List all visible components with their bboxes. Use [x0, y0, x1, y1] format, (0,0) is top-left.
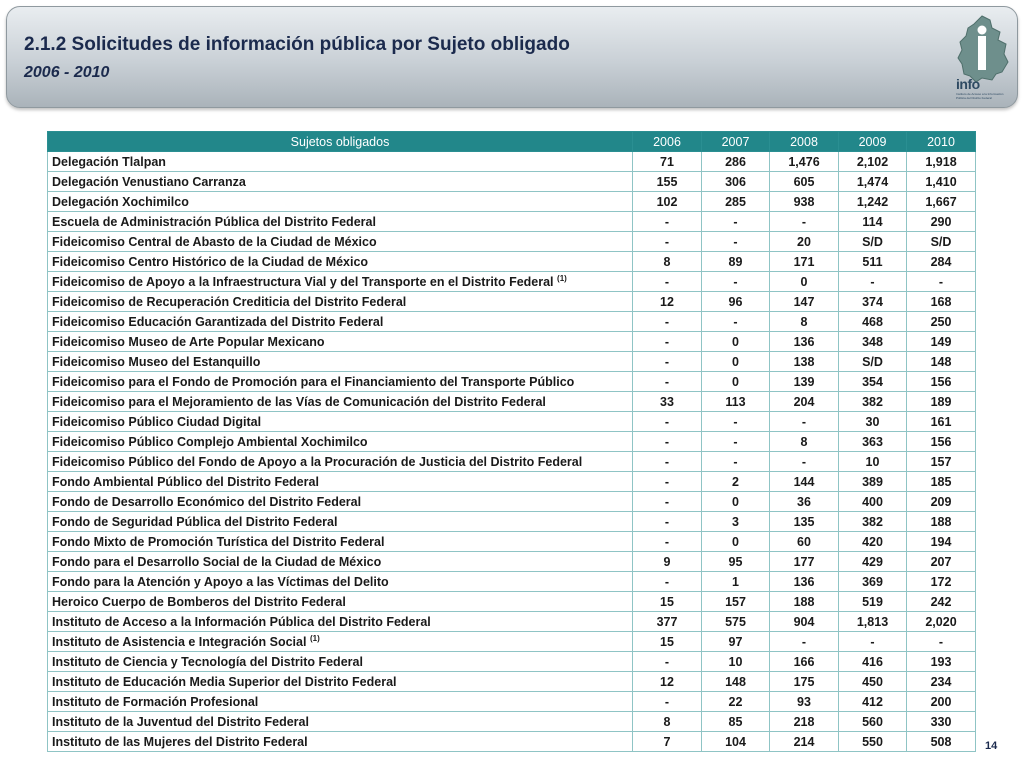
year-value-cell: -	[633, 572, 702, 592]
year-value-cell: 285	[702, 192, 770, 212]
year-value-cell: 10	[839, 452, 907, 472]
year-value-cell: 348	[839, 332, 907, 352]
table-row	[48, 392, 976, 412]
year-value-cell: -	[633, 332, 702, 352]
table-row	[48, 652, 976, 672]
year-value-cell: 412	[839, 692, 907, 712]
year-value-cell: -	[633, 352, 702, 372]
year-value-cell: 136	[770, 572, 839, 592]
year-value-cell: 0	[702, 352, 770, 372]
year-value-cell: 8	[633, 712, 702, 732]
year-value-cell: 284	[907, 252, 976, 272]
subject-name-cell	[48, 632, 633, 652]
table-row	[48, 632, 976, 652]
subject-name: Heroico Cuerpo de Bomberos del Distrito Federal	[52, 594, 346, 609]
year-value-cell: -	[702, 432, 770, 452]
footnote-marker: (1)	[557, 273, 567, 283]
year-value-cell: 9	[633, 552, 702, 572]
year-value-cell: 175	[770, 672, 839, 692]
subject-name-cell	[48, 732, 633, 752]
year-value-cell: -	[839, 272, 907, 292]
year-value-cell: -	[702, 452, 770, 472]
table-row	[48, 252, 976, 272]
header-band	[6, 6, 1018, 108]
year-value-cell: S/D	[839, 352, 907, 372]
year-value-cell: -	[633, 692, 702, 712]
year-value-cell: 36	[770, 492, 839, 512]
subject-name-cell	[48, 212, 633, 232]
year-value-cell: 429	[839, 552, 907, 572]
subject-name: Fideicomiso de Recuperación Crediticia del Distrito Federal	[52, 294, 407, 309]
table-row	[48, 532, 976, 552]
subject-name: Fideicomiso Centro Histórico de la Ciudad de México	[52, 254, 369, 269]
year-value-cell: 420	[839, 532, 907, 552]
subject-name: Fideicomiso para el Fondo de Promoción para el Financiamiento del Transporte Público	[52, 374, 575, 389]
table-row	[48, 572, 976, 592]
year-value-cell: 15	[633, 632, 702, 652]
year-value-cell: 30	[839, 412, 907, 432]
subject-name: Fondo para el Desarrollo Social de la Ciudad de México	[52, 554, 382, 569]
year-value-cell: 1,242	[839, 192, 907, 212]
year-value-cell: -	[702, 272, 770, 292]
column-header-2006: 2006	[633, 132, 702, 152]
table-row	[48, 552, 976, 572]
year-value-cell: 560	[839, 712, 907, 732]
year-value-cell: 8	[633, 252, 702, 272]
subject-name-cell	[48, 692, 633, 712]
year-value-cell: 89	[702, 252, 770, 272]
logo-text: info	[956, 76, 980, 92]
subject-name-cell	[48, 592, 633, 612]
year-value-cell: 550	[839, 732, 907, 752]
page-number: 14	[985, 740, 998, 752]
column-header-2008: 2008	[770, 132, 839, 152]
year-value-cell: 468	[839, 312, 907, 332]
year-value-cell: 148	[702, 672, 770, 692]
subject-name-cell	[48, 152, 633, 172]
year-value-cell: 135	[770, 512, 839, 532]
year-value-cell: 400	[839, 492, 907, 512]
table-row	[48, 432, 976, 452]
year-value-cell: 139	[770, 372, 839, 392]
table-row	[48, 512, 976, 532]
subject-name-cell	[48, 232, 633, 252]
year-value-cell: 1,474	[839, 172, 907, 192]
year-value-cell: 354	[839, 372, 907, 392]
year-value-cell: 363	[839, 432, 907, 452]
year-value-cell: 286	[702, 152, 770, 172]
subject-name-cell	[48, 552, 633, 572]
table-row	[48, 172, 976, 192]
year-value-cell: -	[702, 212, 770, 232]
year-value-cell: 382	[839, 392, 907, 412]
year-value-cell: 8	[770, 312, 839, 332]
subject-name-cell	[48, 272, 633, 292]
year-value-cell: 96	[702, 292, 770, 312]
year-value-cell: 1,918	[907, 152, 976, 172]
year-value-cell: 218	[770, 712, 839, 732]
year-value-cell: 416	[839, 652, 907, 672]
year-value-cell: 1	[702, 572, 770, 592]
year-value-cell: -	[770, 212, 839, 232]
year-value-cell: 382	[839, 512, 907, 532]
subject-name: Fondo de Desarrollo Económico del Distrito Federal	[52, 494, 362, 509]
year-value-cell: -	[839, 632, 907, 652]
year-value-cell: -	[633, 452, 702, 472]
year-value-cell: 369	[839, 572, 907, 592]
subject-name: Fideicomiso Museo del Estanquillo	[52, 354, 261, 369]
year-value-cell: -	[633, 412, 702, 432]
subject-name-cell	[48, 392, 633, 412]
subject-name: Fideicomiso Museo de Arte Popular Mexicano	[52, 334, 325, 349]
subject-name: Instituto de Ciencia y Tecnología del Distrito Federal	[52, 654, 363, 669]
year-value-cell: 1,410	[907, 172, 976, 192]
year-value-cell: 1,667	[907, 192, 976, 212]
subject-name: Fideicomiso para el Mejoramiento de las Vías de Comunicación del Distrito Federal	[52, 394, 546, 409]
year-value-cell: -	[633, 372, 702, 392]
table-row	[48, 332, 976, 352]
column-header-subject: Sujetos obligados	[48, 132, 633, 152]
year-value-cell: 0	[702, 532, 770, 552]
table-body	[48, 152, 976, 752]
year-value-cell: 306	[702, 172, 770, 192]
subject-name-cell	[48, 252, 633, 272]
table-row	[48, 612, 976, 632]
year-value-cell: 113	[702, 392, 770, 412]
year-value-cell: 155	[633, 172, 702, 192]
year-value-cell: 71	[633, 152, 702, 172]
year-value-cell: S/D	[839, 232, 907, 252]
year-value-cell: 12	[633, 292, 702, 312]
subject-name: Fondo Ambiental Público del Distrito Federal	[52, 474, 319, 489]
year-value-cell: 938	[770, 192, 839, 212]
table-row	[48, 692, 976, 712]
year-value-cell: 177	[770, 552, 839, 572]
table-row	[48, 452, 976, 472]
year-value-cell: 33	[633, 392, 702, 412]
table-row	[48, 412, 976, 432]
year-value-cell: -	[633, 212, 702, 232]
subject-name-cell	[48, 452, 633, 472]
year-value-cell: 60	[770, 532, 839, 552]
page-subtitle: 2006 - 2010	[24, 64, 110, 81]
year-value-cell: 214	[770, 732, 839, 752]
year-value-cell: 188	[770, 592, 839, 612]
subject-name: Fideicomiso Central de Abasto de la Ciudad de México	[52, 234, 377, 249]
subject-name-cell	[48, 432, 633, 452]
year-value-cell: -	[633, 512, 702, 532]
year-value-cell: 194	[907, 532, 976, 552]
year-value-cell: 605	[770, 172, 839, 192]
year-value-cell: 8	[770, 432, 839, 452]
subject-name-cell	[48, 312, 633, 332]
footnote-marker: (1)	[309, 633, 320, 643]
subject-name-cell	[48, 372, 633, 392]
subject-name: Instituto de Asistencia e Integración Social	[52, 634, 307, 649]
year-value-cell: 138	[770, 352, 839, 372]
table-row	[48, 672, 976, 692]
table-row	[48, 492, 976, 512]
subject-name-cell	[48, 472, 633, 492]
year-value-cell: 3	[702, 512, 770, 532]
table-row	[48, 352, 976, 372]
year-value-cell: -	[633, 432, 702, 452]
year-value-cell: 144	[770, 472, 839, 492]
year-value-cell: S/D	[907, 232, 976, 252]
year-value-cell: 114	[839, 212, 907, 232]
year-value-cell: 209	[907, 492, 976, 512]
year-value-cell: -	[907, 272, 976, 292]
subject-name-cell	[48, 192, 633, 212]
year-value-cell: 12	[633, 672, 702, 692]
year-value-cell: 1,476	[770, 152, 839, 172]
year-value-cell: 0	[702, 372, 770, 392]
year-value-cell: -	[702, 232, 770, 252]
year-value-cell: 147	[770, 292, 839, 312]
year-value-cell: 0	[770, 272, 839, 292]
column-header-2010: 2010	[907, 132, 976, 152]
year-value-cell: 156	[907, 432, 976, 452]
year-value-cell: 22	[702, 692, 770, 712]
year-value-cell: 0	[702, 492, 770, 512]
year-value-cell: 185	[907, 472, 976, 492]
year-value-cell: 156	[907, 372, 976, 392]
subject-name-cell	[48, 652, 633, 672]
year-value-cell: 389	[839, 472, 907, 492]
year-value-cell: 904	[770, 612, 839, 632]
subject-name-cell	[48, 292, 633, 312]
subject-name: Fideicomiso Público Ciudad Digital	[52, 414, 262, 429]
year-value-cell: 1,813	[839, 612, 907, 632]
subject-name: Fondo de Seguridad Pública del Distrito Federal	[52, 514, 338, 529]
subject-name: Fideicomiso Público Complejo Ambiental Xochimilco	[52, 434, 368, 449]
subject-name: Fondo Mixto de Promoción Turística del Distrito Federal	[52, 534, 385, 549]
year-value-cell: 15	[633, 592, 702, 612]
year-value-cell: 193	[907, 652, 976, 672]
year-value-cell: 168	[907, 292, 976, 312]
year-value-cell: 290	[907, 212, 976, 232]
subject-name-cell	[48, 572, 633, 592]
year-value-cell: 0	[702, 332, 770, 352]
year-value-cell: 172	[907, 572, 976, 592]
year-value-cell: 250	[907, 312, 976, 332]
year-value-cell: -	[702, 312, 770, 332]
column-header-2007: 2007	[702, 132, 770, 152]
column-header-2009: 2009	[839, 132, 907, 152]
year-value-cell: 189	[907, 392, 976, 412]
year-value-cell: 166	[770, 652, 839, 672]
year-value-cell: 508	[907, 732, 976, 752]
subject-name: Fideicomiso Público del Fondo de Apoyo a la Procuración de Justicia del Distrito Federal	[52, 454, 583, 469]
year-value-cell: -	[633, 532, 702, 552]
year-value-cell: 207	[907, 552, 976, 572]
subject-name-cell	[48, 532, 633, 552]
subject-name-cell	[48, 172, 633, 192]
table-row	[48, 232, 976, 252]
year-value-cell: 2	[702, 472, 770, 492]
year-value-cell: 188	[907, 512, 976, 532]
subject-name-cell	[48, 352, 633, 372]
subject-name: Fondo para la Atención y Apoyo a las Víctimas del Delito	[52, 574, 389, 589]
logo-caption: Instituto de Acceso a la Información Pública del Distrito Federal	[956, 92, 1004, 100]
year-value-cell: 104	[702, 732, 770, 752]
year-value-cell: 149	[907, 332, 976, 352]
year-value-cell: 204	[770, 392, 839, 412]
subject-name: Delegación Tlalpan	[52, 154, 166, 169]
table-header-row	[48, 132, 976, 152]
year-value-cell: 242	[907, 592, 976, 612]
year-value-cell: 575	[702, 612, 770, 632]
year-value-cell: -	[770, 632, 839, 652]
subject-name: Instituto de Educación Media Superior del Distrito Federal	[52, 674, 397, 689]
page-title: 2.1.2 Solicitudes de información pública por Sujeto obligado	[24, 34, 570, 55]
year-value-cell: 330	[907, 712, 976, 732]
subject-name: Fideicomiso de Apoyo a la Infraestructura Vial y del Transporte en el Distrito Federal	[52, 274, 554, 289]
year-value-cell: 377	[633, 612, 702, 632]
subject-name-cell	[48, 612, 633, 632]
year-value-cell: -	[633, 272, 702, 292]
year-value-cell: -	[907, 632, 976, 652]
table-row	[48, 312, 976, 332]
year-value-cell: -	[770, 452, 839, 472]
table-row	[48, 292, 976, 312]
year-value-cell: 200	[907, 692, 976, 712]
year-value-cell: -	[633, 232, 702, 252]
year-value-cell: -	[770, 412, 839, 432]
year-value-cell: 136	[770, 332, 839, 352]
year-value-cell: 171	[770, 252, 839, 272]
table-row	[48, 272, 976, 292]
year-value-cell: 374	[839, 292, 907, 312]
table-row	[48, 732, 976, 752]
year-value-cell: 10	[702, 652, 770, 672]
subject-name: Instituto de las Mujeres del Distrito Federal	[52, 734, 308, 749]
year-value-cell: 102	[633, 192, 702, 212]
year-value-cell: 148	[907, 352, 976, 372]
table-row	[48, 372, 976, 392]
table-row	[48, 712, 976, 732]
subject-name-cell	[48, 712, 633, 732]
year-value-cell: 157	[702, 592, 770, 612]
year-value-cell: -	[633, 652, 702, 672]
year-value-cell: -	[702, 412, 770, 432]
subject-name-cell	[48, 672, 633, 692]
subject-name: Instituto de Acceso a la Información Pública del Distrito Federal	[52, 614, 431, 629]
year-value-cell: 234	[907, 672, 976, 692]
year-value-cell: 20	[770, 232, 839, 252]
subject-name-cell	[48, 412, 633, 432]
requests-table	[47, 131, 976, 752]
table-row	[48, 192, 976, 212]
year-value-cell: 85	[702, 712, 770, 732]
year-value-cell: -	[633, 492, 702, 512]
year-value-cell: 161	[907, 412, 976, 432]
subject-name: Escuela de Administración Pública del Distrito Federal	[52, 214, 376, 229]
year-value-cell: 511	[839, 252, 907, 272]
year-value-cell: 450	[839, 672, 907, 692]
year-value-cell: -	[633, 312, 702, 332]
subject-name: Fideicomiso Educación Garantizada del Distrito Federal	[52, 314, 384, 329]
table-row	[48, 152, 976, 172]
year-value-cell: 157	[907, 452, 976, 472]
table-row	[48, 472, 976, 492]
subject-name: Instituto de Formación Profesional	[52, 694, 259, 709]
table-row	[48, 592, 976, 612]
subject-name-cell	[48, 512, 633, 532]
subject-name: Delegación Venustiano Carranza	[52, 174, 246, 189]
year-value-cell: -	[633, 472, 702, 492]
year-value-cell: 2,102	[839, 152, 907, 172]
year-value-cell: 2,020	[907, 612, 976, 632]
subject-name: Instituto de la Juventud del Distrito Federal	[52, 714, 309, 729]
year-value-cell: 93	[770, 692, 839, 712]
year-value-cell: 519	[839, 592, 907, 612]
year-value-cell: 97	[702, 632, 770, 652]
table-row	[48, 212, 976, 232]
subject-name-cell	[48, 332, 633, 352]
subject-name-cell	[48, 492, 633, 512]
subject-name: Delegación Xochimilco	[52, 194, 189, 209]
year-value-cell: 7	[633, 732, 702, 752]
year-value-cell: 95	[702, 552, 770, 572]
